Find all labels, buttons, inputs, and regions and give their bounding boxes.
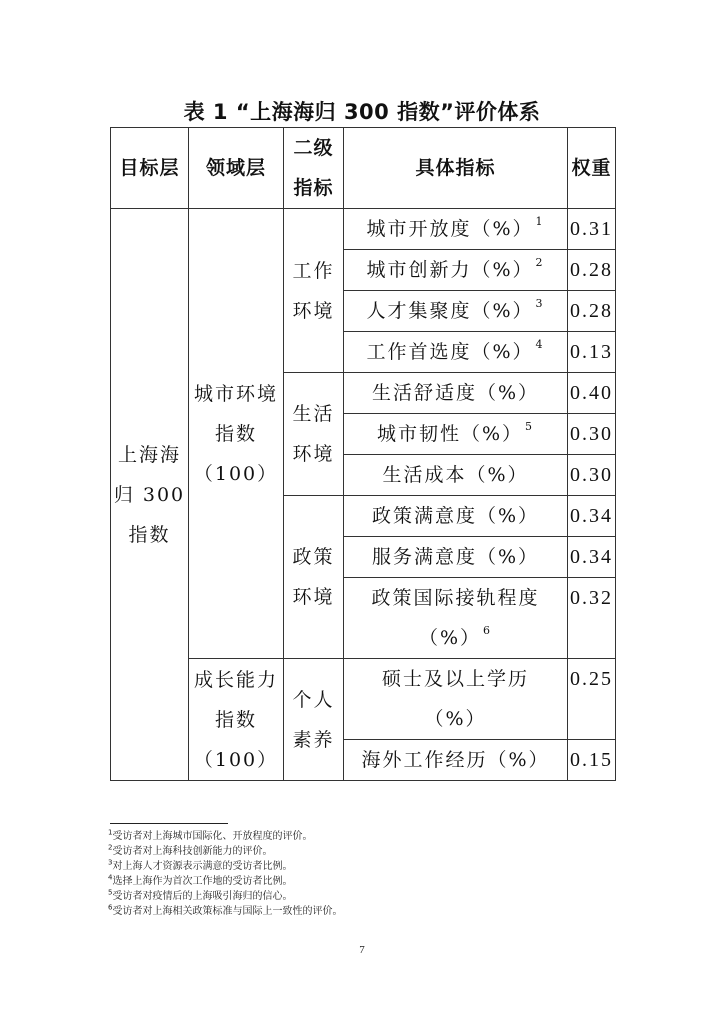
- weight-cell: 0.34: [568, 496, 616, 537]
- footnote-number: 2: [108, 843, 113, 852]
- footnote-ref: 4: [535, 337, 545, 351]
- goal-cell: [111, 209, 189, 781]
- footnote-text: 受访者对上海相关政策标准与国际上一致性的评价。: [112, 906, 343, 917]
- domain-line2: 指数: [214, 422, 257, 445]
- footnote-ref: 6: [483, 623, 493, 637]
- weight-cell: 0.15: [568, 740, 616, 781]
- indicator-name: 政策满意度（%）: [371, 505, 540, 527]
- weight-cell: 0.13: [568, 332, 616, 373]
- indicator-cell: [344, 659, 568, 740]
- domain-cell-growth: [189, 659, 284, 781]
- weight-cell: 0.32: [568, 578, 616, 659]
- evaluation-table: [110, 127, 616, 781]
- header-weight: 权重: [568, 128, 616, 209]
- footnote-text: 对上海人才资源表示满意的受访者比例。: [112, 861, 293, 872]
- goal-line2: 归 300: [113, 483, 186, 506]
- domain-line2: 指数: [214, 708, 257, 731]
- indicator-name-line2: （%）: [424, 708, 487, 730]
- footnote-number: 3: [108, 858, 113, 867]
- domain-line1: 成长能力: [193, 668, 278, 691]
- header-secondary-line1: 二级: [293, 137, 334, 159]
- secondary-line1: 个人: [292, 688, 335, 711]
- indicator-cell: [344, 332, 568, 373]
- footnote: [108, 829, 628, 844]
- table-title: 表 1 “上海海归 300 指数”评价体系: [183, 100, 541, 124]
- indicator-name: 生活成本（%）: [382, 464, 529, 486]
- header-secondary-line2: 指标: [293, 177, 334, 199]
- domain-line3: （100）: [193, 748, 279, 771]
- secondary-line1: 政策: [292, 546, 335, 568]
- footnotes: [108, 829, 628, 919]
- secondary-cell-policy: [284, 496, 344, 659]
- footnote-ref: 3: [535, 296, 545, 310]
- secondary-line2: 环境: [292, 443, 335, 465]
- weight-cell: 0.30: [568, 455, 616, 496]
- footnote-number: 4: [108, 873, 113, 882]
- footnote-divider: [110, 823, 228, 824]
- indicator-cell: [344, 740, 568, 781]
- footnote: [108, 889, 628, 904]
- header-specific: 具体指标: [344, 128, 568, 209]
- footnote-number: 6: [108, 903, 113, 912]
- footnote-text: 受访者对上海城市国际化、开放程度的评价。: [112, 831, 313, 842]
- footnote-ref: 2: [535, 255, 545, 269]
- secondary-line2: 环境: [292, 299, 335, 322]
- secondary-cell-life: [284, 373, 344, 496]
- header-goal: 目标层: [111, 128, 189, 209]
- indicator-cell: [344, 496, 568, 537]
- weight-cell: 0.28: [568, 250, 616, 291]
- indicator-cell: [344, 537, 568, 578]
- weight-cell: 0.40: [568, 373, 616, 414]
- page-number: 7: [359, 944, 365, 956]
- indicator-cell: [344, 291, 568, 332]
- indicator-name-line1: 政策国际接轨程度: [371, 587, 540, 609]
- footnote-text: 受访者对疫情后的上海吸引海归的信心。: [112, 891, 293, 902]
- footnote-text: 受访者对上海科技创新能力的评价。: [112, 846, 273, 857]
- domain-cell-city: [189, 209, 284, 659]
- goal-line3: 指数: [128, 523, 171, 546]
- weight-cell: 0.34: [568, 537, 616, 578]
- weight-cell: 0.25: [568, 659, 616, 740]
- footnote: [108, 844, 628, 859]
- footnote-number: 1: [108, 828, 113, 837]
- header-row: [111, 128, 616, 209]
- table-row: [111, 209, 616, 250]
- indicator-name: 城市创新力（%）: [366, 259, 534, 281]
- secondary-line2: 素养: [292, 728, 335, 751]
- secondary-cell-personal: [284, 659, 344, 781]
- indicator-unit: （%）: [418, 627, 482, 649]
- weight-cell: 0.28: [568, 291, 616, 332]
- secondary-cell-work: [284, 209, 344, 373]
- indicator-name: 人才集聚度（%）: [366, 300, 534, 322]
- footnote: [108, 904, 628, 919]
- indicator-cell: [344, 455, 568, 496]
- weight-cell: 0.30: [568, 414, 616, 455]
- indicator-cell: [344, 209, 568, 250]
- indicator-name-line2: [344, 618, 567, 658]
- footnote-ref: 5: [525, 419, 535, 433]
- footnote-number: 5: [108, 888, 113, 897]
- indicator-name: 生活舒适度（%）: [371, 382, 540, 404]
- domain-line1: 城市环境: [193, 382, 278, 405]
- header-secondary: [284, 128, 344, 209]
- indicator-name: 服务满意度（%）: [371, 546, 540, 568]
- secondary-line2: 环境: [292, 586, 335, 608]
- indicator-name: 海外工作经历（%）: [361, 749, 550, 771]
- secondary-line1: 工作: [292, 259, 335, 282]
- footnote: [108, 874, 628, 889]
- indicator-cell: [344, 578, 568, 659]
- footnote-ref: 1: [535, 214, 545, 228]
- footnote: [108, 859, 628, 874]
- indicator-cell: [344, 250, 568, 291]
- header-domain: 领域层: [189, 128, 284, 209]
- indicator-cell: [344, 373, 568, 414]
- weight-cell: 0.31: [568, 209, 616, 250]
- secondary-line1: 生活: [292, 403, 335, 425]
- domain-line3: （100）: [193, 462, 279, 485]
- indicator-cell: [344, 414, 568, 455]
- indicator-name-line1: 硕士及以上学历: [381, 668, 529, 690]
- indicator-name: 工作首选度（%）: [366, 341, 534, 363]
- indicator-name: 城市韧性（%）: [376, 423, 524, 445]
- footnote-text: 选择上海作为首次工作地的受访者比例。: [112, 876, 293, 887]
- indicator-name: 城市开放度（%）: [366, 218, 534, 240]
- goal-line1: 上海海: [117, 443, 181, 466]
